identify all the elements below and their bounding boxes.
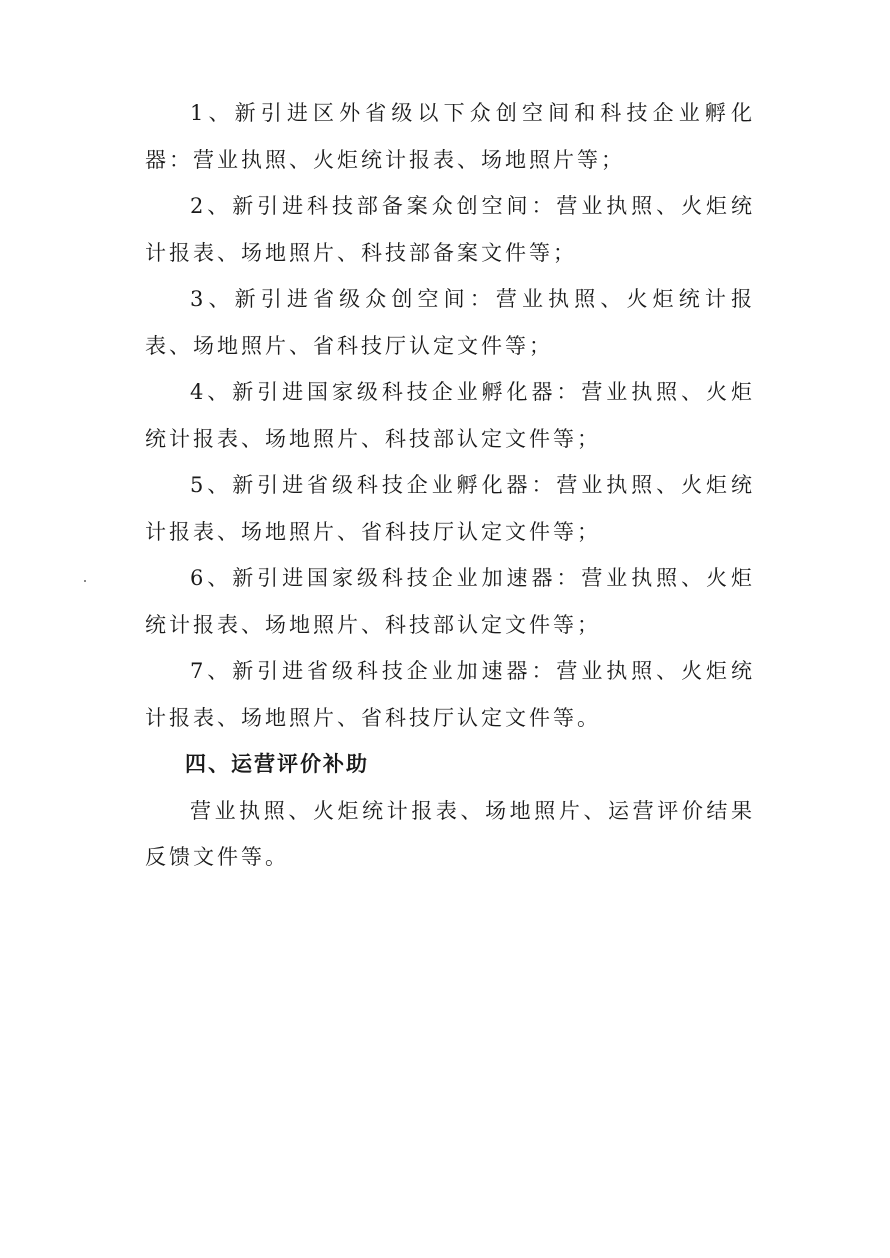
section-heading: 四、运营评价补助: [185, 752, 369, 776]
list-item-5: 5、新引进省级科技企业孵化器：营业执照、火炬统计报表、场地照片、省科技厅认定文件等；: [145, 473, 755, 544]
list-item-2: 2、新引进科技部备案众创空间：营业执照、火炬统计报表、场地照片、科技部备案文件等；: [145, 194, 755, 265]
document-body: [145, 90, 755, 881]
list-item-1: 1、新引进区外省级以下众创空间和科技企业孵化器：营业执照、火炬统计报表、场地照片等；: [145, 101, 755, 172]
list-item-7: 7、新引进省级科技企业加速器：营业执照、火炬统计报表、场地照片、省科技厅认定文件等。: [145, 659, 755, 730]
list-item-3: 3、新引进省级众创空间：营业执照、火炬统计报表、场地照片、省科技厅认定文件等；: [145, 287, 755, 358]
section-body: 营业执照、火炬统计报表、场地照片、运营评价结果反馈文件等。: [145, 798, 755, 869]
list-item-4: 4、新引进国家级科技企业孵化器：营业执照、火炬统计报表、场地照片、科技部认定文件等；: [145, 380, 755, 451]
scan-speck: [84, 580, 86, 582]
list-item-6: 6、新引进国家级科技企业加速器：营业执照、火炬统计报表、场地照片、科技部认定文件等；: [145, 566, 755, 637]
